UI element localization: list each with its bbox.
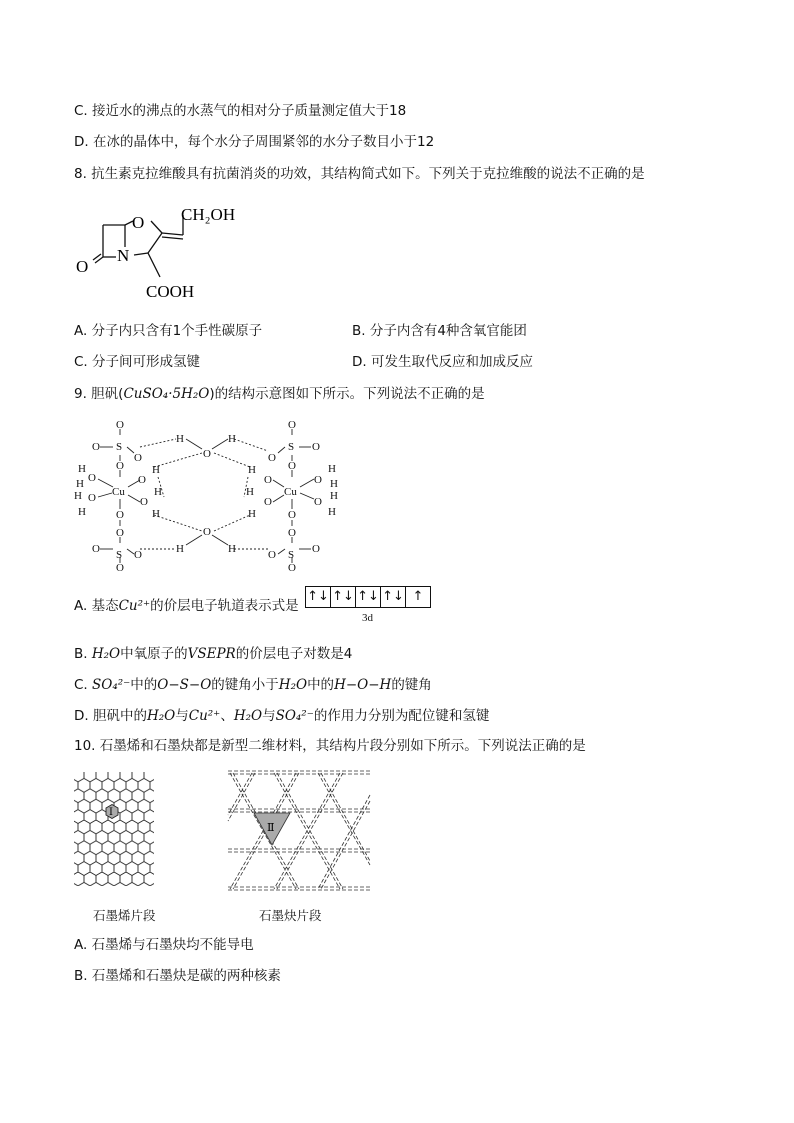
svg-text:O: O — [92, 441, 100, 453]
graphene-mark: Ⅰ — [109, 807, 113, 818]
svg-text:O: O — [134, 549, 142, 561]
svg-text:H: H — [176, 543, 184, 555]
svg-text:O: O — [264, 496, 272, 508]
orbital-label: 3d — [362, 612, 373, 624]
svg-text:H: H — [330, 490, 338, 502]
svg-text:O: O — [288, 509, 296, 521]
svg-text:H: H — [152, 508, 160, 520]
graphdiyne-mark: Ⅱ — [267, 822, 275, 834]
svg-text:O: O — [140, 496, 148, 508]
svg-text:Cu: Cu — [112, 486, 125, 498]
q9-option-b: B. H₂O中氧原子的VSEPR的价层电子对数是4 — [74, 646, 353, 662]
svg-text:O: O — [312, 441, 320, 453]
graphene-fragment — [72, 768, 162, 893]
svg-text:O: O — [138, 474, 146, 486]
svg-text:O: O — [116, 562, 124, 572]
q8-stem: 8. 抗生素克拉维酸具有抗菌消炎的功效，其结构简式如下。下列关于克拉维酸的说法不正确的是 — [74, 166, 645, 182]
svg-text:H: H — [248, 464, 256, 476]
svg-text:O: O — [314, 496, 322, 508]
q9-option-a: A. 基态Cu²⁺的价层电子轨道表示式是 — [74, 598, 299, 614]
q10-option-a: A. 石墨烯与石墨炔均不能导电 — [74, 937, 254, 953]
svg-text:O: O — [116, 419, 124, 431]
ring-oxygen-label: O — [132, 213, 145, 232]
nitrogen-label: N — [117, 246, 130, 265]
svg-text:O: O — [288, 419, 296, 431]
ch2oh-label: CH₂OH — [181, 205, 236, 224]
svg-text:O: O — [116, 509, 124, 521]
q8-option-a: A. 分子内只含有1个手性碳原子 — [74, 323, 263, 339]
q10-option-b: B. 石墨烯和石墨炔是碳的两种核素 — [74, 968, 281, 984]
svg-text:H: H — [76, 478, 84, 490]
svg-text:O: O — [288, 527, 296, 539]
orbital-box: ↑↓ — [305, 586, 331, 608]
svg-text:H: H — [176, 433, 184, 445]
svg-text:S: S — [288, 441, 295, 453]
svg-text:O: O — [288, 562, 296, 572]
graphdiyne-caption: 石墨炔片段 — [259, 908, 322, 923]
q9-option-d: D. 胆矾中的H₂O与Cu²⁺、H₂O与SO₄²⁻的作用力分别为配位键和氢键 — [74, 708, 490, 724]
clavulanic-acid-structure — [70, 195, 270, 305]
svg-text:H: H — [152, 464, 160, 476]
q8-option-d: D. 可发生取代反应和加成反应 — [352, 354, 533, 370]
svg-text:O: O — [312, 543, 320, 555]
svg-text:H: H — [154, 486, 162, 498]
svg-text:S: S — [116, 441, 123, 453]
svg-text:O: O — [88, 472, 96, 484]
graphdiyne-fragment — [220, 765, 375, 895]
svg-text:H: H — [228, 543, 236, 555]
svg-text:Cu: Cu — [284, 486, 297, 498]
q7-option-d: D. 在冰的晶体中，每个水分子周围紧邻的水分子数目小于12 — [74, 134, 435, 150]
svg-text:O: O — [268, 549, 276, 561]
svg-text:H: H — [246, 486, 254, 498]
q8-option-c: C. 分子间可形成氢键 — [74, 354, 201, 370]
graphene-caption: 石墨烯片段 — [93, 908, 156, 923]
cooh-label: COOH — [146, 282, 195, 301]
q9-option-c: C. SO₄²⁻中的O−S−O的键角小于H₂O中的H−O−H的键角 — [74, 677, 432, 693]
svg-text:O: O — [314, 474, 322, 486]
svg-text:O: O — [203, 526, 211, 538]
svg-text:H: H — [74, 490, 82, 502]
orbital-box: ↑ — [405, 586, 431, 608]
svg-text:H: H — [78, 506, 86, 518]
q9-stem: 9. 胆矾(CuSO₄·5H₂O)的结构示意图如下所示。下列说法不正确的是 — [74, 386, 485, 402]
svg-text:O: O — [268, 452, 276, 464]
svg-text:O: O — [116, 460, 124, 472]
keto-oxygen-label: O — [76, 257, 89, 276]
svg-text:O: O — [203, 448, 211, 460]
svg-text:O: O — [92, 543, 100, 555]
svg-text:H: H — [228, 433, 236, 445]
bluevitriol-structure-diagram — [68, 417, 358, 572]
orbital-box: ↑↓ — [330, 586, 356, 608]
svg-text:O: O — [264, 474, 272, 486]
q10-stem: 10. 石墨烯和石墨炔都是新型二维材料，其结构片段分别如下所示。下列说法正确的是 — [74, 738, 586, 754]
3d-orbital-diagram — [304, 586, 431, 624]
svg-text:H: H — [248, 508, 256, 520]
svg-text:H: H — [78, 463, 86, 475]
svg-text:O: O — [116, 527, 124, 539]
svg-text:H: H — [330, 478, 338, 490]
orbital-box: ↑↓ — [355, 586, 381, 608]
q7-option-c: C. 接近水的沸点的水蒸气的相对分子质量测定值大于18 — [74, 103, 407, 119]
svg-text:O: O — [134, 452, 142, 464]
svg-text:H: H — [328, 463, 336, 475]
cuso4-formula: CuSO₄·5H₂O — [123, 386, 210, 402]
svg-text:O: O — [288, 460, 296, 472]
svg-text:S: S — [116, 549, 123, 561]
svg-text:S: S — [288, 549, 295, 561]
orbital-box: ↑↓ — [380, 586, 406, 608]
svg-text:H: H — [328, 506, 336, 518]
svg-text:O: O — [88, 492, 96, 504]
q8-option-b: B. 分子内含有4种含氧官能团 — [352, 323, 527, 339]
